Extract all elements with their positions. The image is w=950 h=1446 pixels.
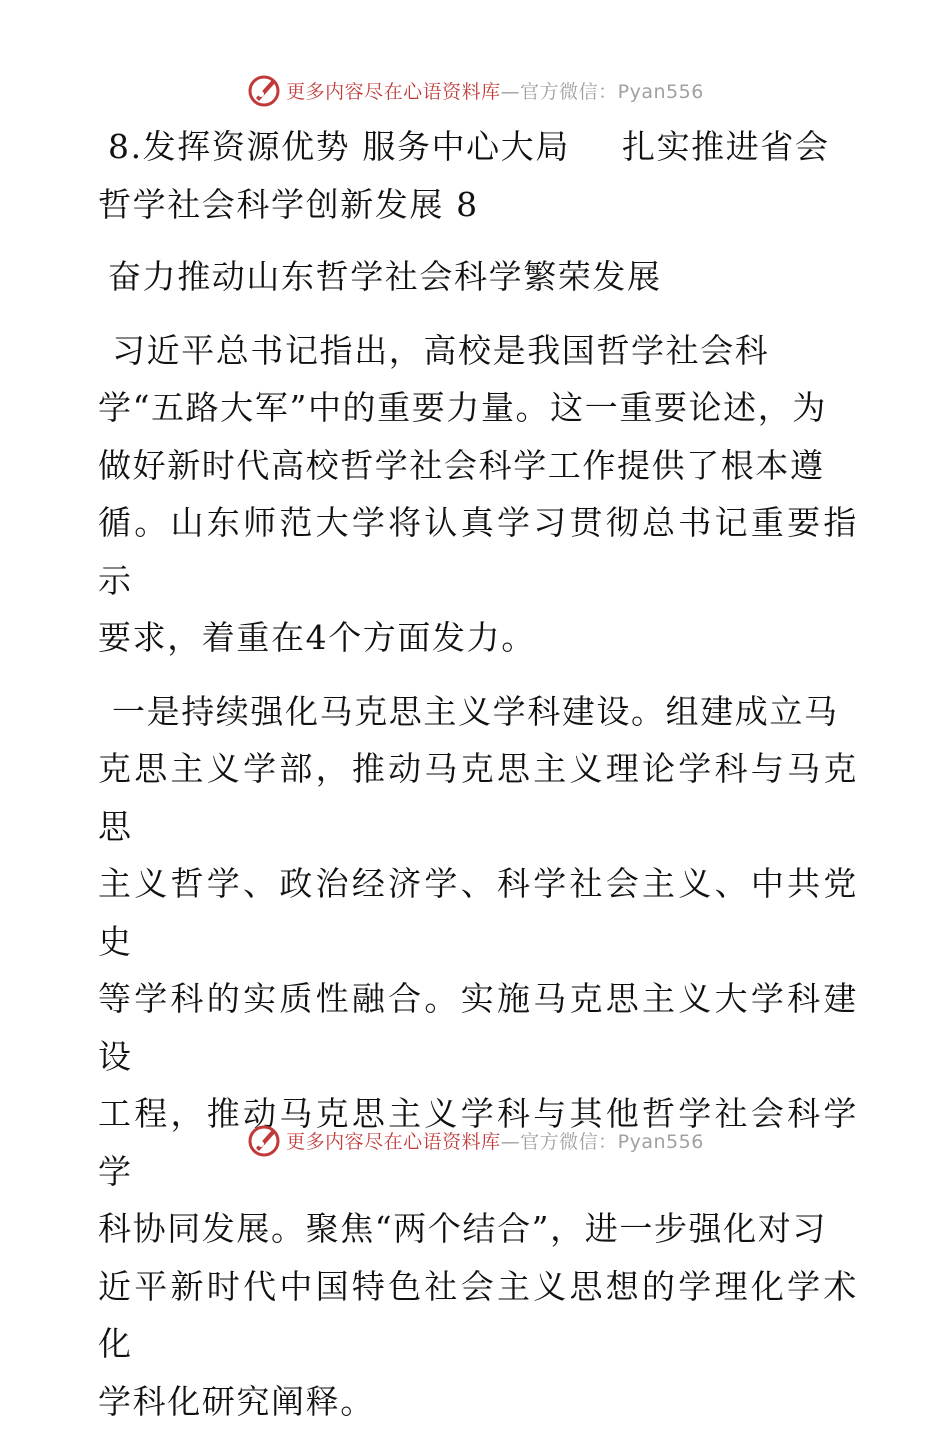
paragraph-point-one: 一是持续强化马克思主义学科建设。组建成立马 克思主义学部，推动马克思主义理论学科与马克思 主义哲学、政治经济学、科学社会主义、中共党史 等学科的实质性融合。实施马克思主义大学科建设 工程，推动马克思主义学科与其他哲学社会科学学 科协同发展。聚焦“两个结合”，进一步强化对习 近平新时代中国特色社会主义思想的学理化学术化 学科化研究阐释。	[98, 691, 858, 1421]
toc-entry-line1: 8.发挥资源优势 服务中心大局 扎实推进省会	[108, 127, 830, 166]
watermark-header	[0, 70, 950, 110]
quill-pen-circle-icon	[246, 1122, 282, 1158]
watermark-text: 更多内容尽在心语资料库—官方微信：Pyan556	[286, 80, 704, 103]
watermark-footer	[0, 1120, 950, 1160]
toc-entry-line2: 哲学社会科学创新发展 8	[98, 184, 479, 224]
document-body	[98, 118, 858, 1446]
paragraph-intro: 习近平总书记指出，高校是我国哲学社会科 学“五路大军”中的重要力量。这一重要论述，为 做好新时代高校哲学社会科学工作提供了根本遵 循。山东师范大学将认真学习贯彻总书记重要指示 要求，着重在4个方面发力。	[98, 330, 858, 657]
watermark-text: 更多内容尽在心语资料库—官方微信：Pyan556	[286, 1130, 704, 1153]
quill-pen-circle-icon	[246, 72, 282, 108]
article-subtitle: 奋力推动山东哲学社会科学繁荣发展	[108, 257, 662, 296]
